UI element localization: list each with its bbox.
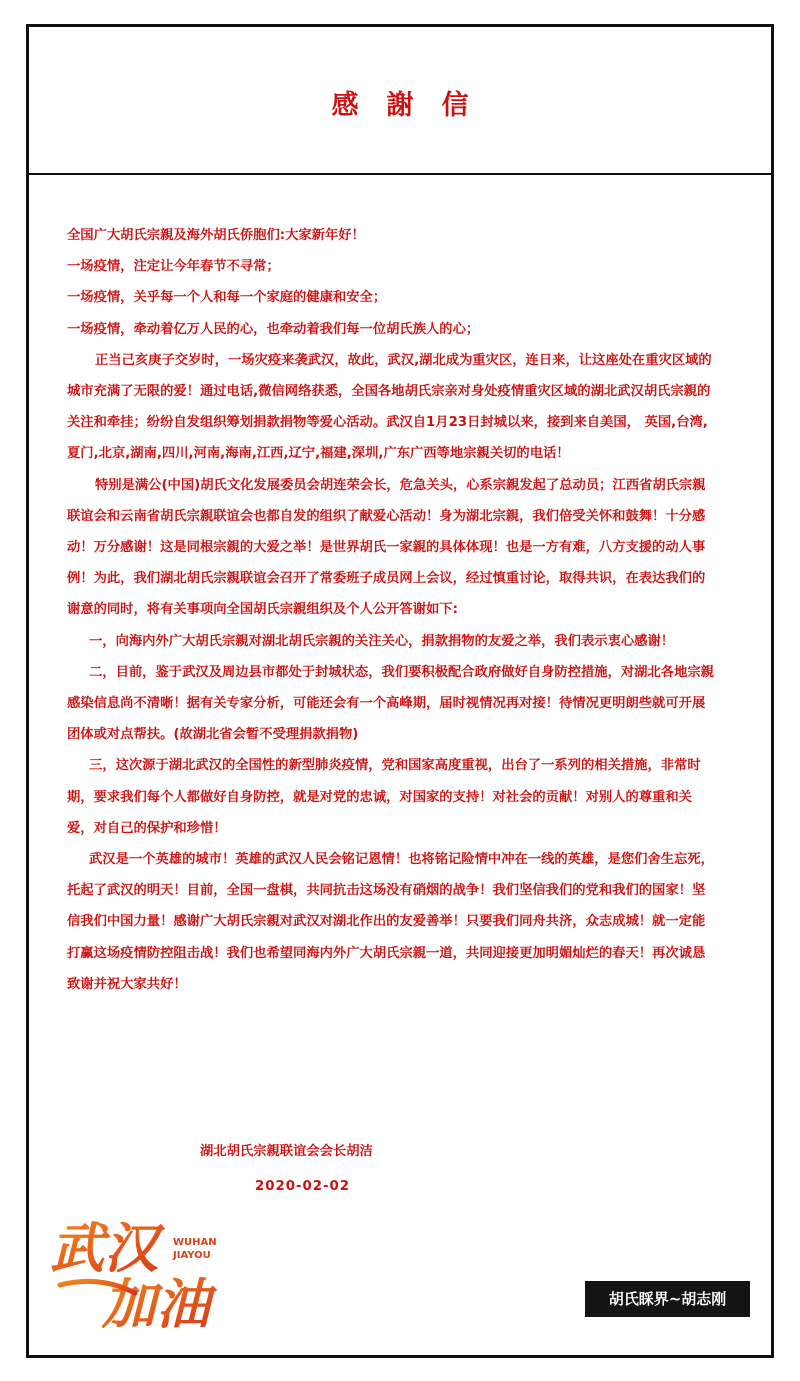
letter-date: 2020-02-02 <box>255 1179 351 1194</box>
item-1: 一，向海内外广大胡氏宗親对湖北胡氏宗親的关注关心，捐款捐物的友爱之举，我们表示衷心感谢！ <box>89 633 675 649</box>
logo-en-2: JIAYOU <box>173 1250 211 1261</box>
logo-text-wuhan: 武汉 <box>50 1216 158 1280</box>
intro-line-2: 一场疫情，关乎每一个人和每一个家庭的健康和安全； <box>67 290 387 306</box>
letter-title: 感謝信 <box>331 90 497 121</box>
paragraph-2: 特别是满公(中国)胡氏文化发展委员会胡连荣会长，危急关头，心系宗親发起了总动员；江西省胡氏宗親联谊会和云南省胡氏宗親联谊会也都自发的组织了献爱心活动！身为湖北宗親，我们倍受关怀和鼓舞！十分感动！万分感谢！这是同根宗親的大爱之举！是世界胡氏一家親的具体体现！也是一方有难，八方支援的动人事例！为此，我们湖北胡氏宗親联谊会召开了常委班子成员网上会议，经过慎重讨论，取得共识，在表达我们的谢意的同时，将有关事项向全国胡氏宗親组织及个人公开答谢如下: <box>67 477 706 618</box>
paragraph-1: 正当己亥庚子交岁时，一场灾疫来袭武汉，故此，武汉,湖北成为重灾区，连日来，让这座处在重灾区域的城市充满了无限的爱！通过电话,微信网络获悉，全国各地胡氏宗亲对身处疫情重灾区域的湖北武汉胡氏宗親的关注和牵挂；纷纷自发组织筹划捐款捐物等爱心活动。武汉自1月23日封城以来，接到来自美国， 英国,台湾,夏门,北京,湖南,四川,河南,海南,江西,辽宁,福建,深圳,广东广西等地宗親关切的电话！ <box>67 352 712 462</box>
signature: 湖北胡氏宗親联谊会会长胡洁 <box>200 1144 373 1159</box>
letter-header <box>29 27 771 175</box>
item-3: 三，这次源于湖北武汉的全国性的新型肺炎疫情，党和国家高度重视，出台了一系列的相关措施，非常时期，要求我们每个人都做好自身防控，就是对党的忠诚，对国家的支持！对社会的贡献！对别人的尊重和关爱，对自己的保护和珍惜！ <box>67 758 701 836</box>
intro-line-1: 一场疫情，注定让今年春节不寻常； <box>67 259 280 275</box>
greeting: 全国广大胡氏宗親及海外胡氏侨胞们:大家新年好！ <box>67 228 365 243</box>
paragraph-3: 武汉是一个英雄的城市！英雄的武汉人民会铭记恩情！也将铭记险情中冲在一线的英雄，是您们舍生忘死，托起了武汉的明天！目前，全国一盘棋，共同抗击这场没有硝烟的战争！我们坚信我们的党和我们的国家！坚信我们中国力量！感谢广大胡氏宗親对武汉对湖北作出的友爱善举！只要我们同舟共济，众志成城！就一定能打赢这场疫情防控阻击战！我们也希望同海内外广大胡氏宗親一道，共同迎接更加明媚灿烂的春天！再次诚恳致谢并祝大家共好！ <box>67 852 714 992</box>
item-2: 二，目前，鉴于武汉及周边县市都处于封城状态，我们要积极配合政府做好自身防控措施，对湖北各地宗親感染信息尚不清晰！据有关专家分析，可能还会有一个高峰期，届时视情况再对接！待情况更明朗些就可开展团体或对点帮扶。(故湖北省会暂不受理捐款捐物) <box>67 664 714 743</box>
intro-line-3: 一场疫情，牵动着亿万人民的心，也牵动着我们每一位胡氏族人的心； <box>67 321 480 337</box>
letter-body <box>67 220 717 1000</box>
watermark-badge: 胡氏睬界~胡志刚 <box>585 1281 750 1317</box>
wuhan-jiayou-logo <box>40 1205 270 1335</box>
logo-en-1: WUHAN <box>173 1237 217 1248</box>
logo-text-jiayou: 加油 <box>102 1272 210 1335</box>
